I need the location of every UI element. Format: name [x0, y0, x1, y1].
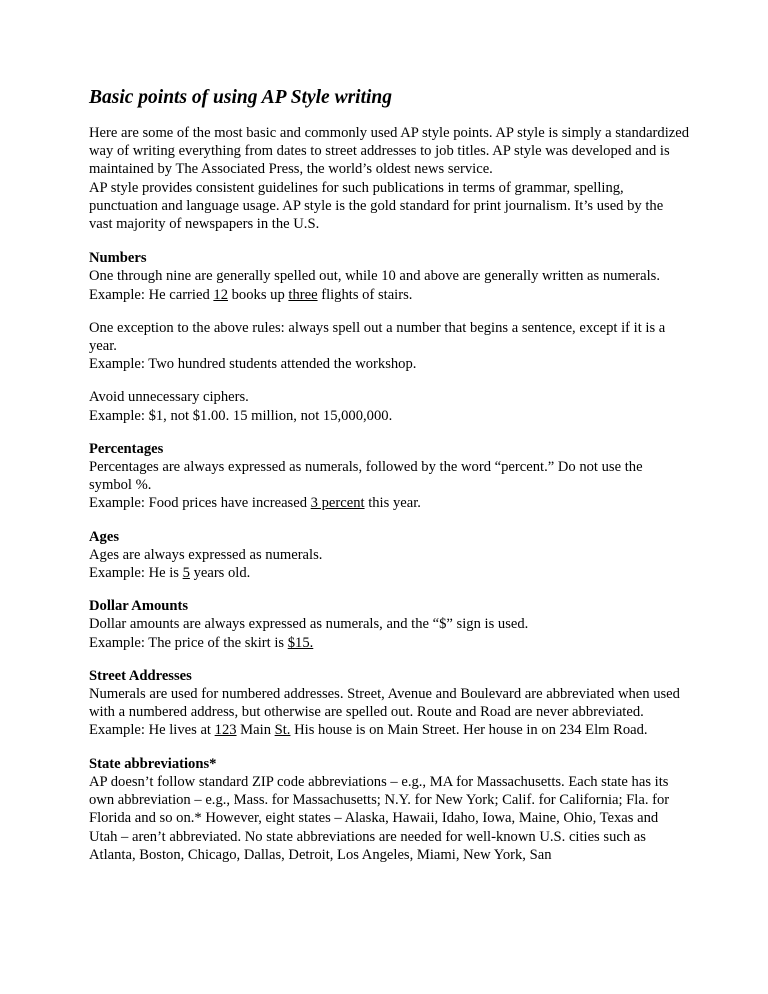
underlined-example: St. — [274, 722, 291, 739]
section-percentages — [89, 440, 689, 513]
ages-rule: Ages are always expressed as numerals. — [89, 546, 323, 563]
numbers-ciphers-example: Example: $1, not $1.00. 15 million, not 15,000,000. — [89, 407, 393, 424]
numbers-exception: One exception to the above rules: always spell out a number that begins a sentence, except if it is a year. — [89, 319, 666, 355]
document-title: Basic points of using AP Style writing — [89, 87, 393, 108]
document-page — [89, 86, 689, 879]
underlined-example: 5 — [182, 565, 190, 582]
addresses-example: Example: He lives at 123 Main St. His house is on Main Street. Her house in on 234 Elm Road. — [89, 722, 648, 739]
section-states — [89, 755, 689, 864]
section-dollars — [89, 597, 689, 652]
section-numbers — [89, 249, 689, 304]
ages-example: Example: He is 5 years old. — [89, 565, 251, 582]
numbers-exception-example: Example: Two hundred students attended the workshop. — [89, 356, 417, 373]
numbers-exception-paragraph — [89, 319, 689, 374]
underlined-example: 12 — [213, 286, 228, 303]
dollars-rule: Dollar amounts are always expressed as numerals, and the “$” sign is used. — [89, 616, 529, 633]
numbers-rule: One through nine are generally spelled out, while 10 and above are generally written as numerals. — [89, 268, 660, 285]
percentages-rule: Percentages are always expressed as numerals, followed by the word “percent.” Do not use the symbol %. — [89, 459, 643, 494]
section-heading-ages: Ages — [89, 528, 119, 545]
intro-text-2: AP style provides consistent guidelines for such publications in terms of grammar, spelling, punctuation and language usage. AP style is the gold standard for print journalism. It’s used by the vast majority of newspapers in the U.S. — [89, 179, 664, 233]
section-heading-dollars: Dollar Amounts — [89, 598, 189, 615]
states-rule: AP doesn’t follow standard ZIP code abbreviations – e.g., MA for Massachusetts. Each state has its own abbreviation – e.g., Mass. for Massachusetts; N.Y. for New York; Calif. for California; Fla. for Florida and so on.* However, eight states – Alaska, Hawaii, Idaho, Iowa, Maine, Ohio, Texas and Utah – aren’t abbreviated. No state abbreviations are needed for well-known U.S. cities such as Atlanta, Boston, Chicago, Dallas, Detroit, Los Angeles, Miami, New York, San — [89, 773, 670, 863]
addresses-rule: Numerals are used for numbered addresses. Street, Avenue and Boulevard are abbreviated when used with a numbered address, but otherwise are spelled out. Route and Road are never abbreviated. — [89, 686, 680, 721]
section-heading-numbers: Numbers — [89, 250, 147, 267]
underlined-example: $15. — [287, 634, 314, 651]
numbers-ciphers: Avoid unnecessary ciphers. — [89, 389, 249, 406]
section-ages — [89, 528, 689, 583]
percentages-example: Example: Food prices have increased 3 percent this year. — [89, 495, 421, 512]
underlined-example: 123 — [214, 722, 237, 739]
dollars-example: Example: The price of the skirt is $15. — [89, 634, 314, 651]
intro-paragraph — [89, 124, 689, 233]
section-heading-states: State abbreviations* — [89, 755, 217, 772]
numbers-example: Example: He carried 12 books up three flights of stairs. — [89, 286, 413, 303]
section-heading-percentages: Percentages — [89, 440, 164, 457]
numbers-ciphers-paragraph — [89, 388, 689, 424]
underlined-example: three — [288, 286, 318, 303]
intro-text-1: Here are some of the most basic and commonly used AP style points. AP style is simply a standardized way of writing everything from dates to street addresses to job titles. AP style was developed and is maintained by The Associated Press, the world’s oldest news service. — [89, 125, 690, 178]
section-addresses — [89, 667, 689, 740]
underlined-example: 3 percent — [310, 495, 365, 512]
section-heading-addresses: Street Addresses — [89, 667, 192, 684]
